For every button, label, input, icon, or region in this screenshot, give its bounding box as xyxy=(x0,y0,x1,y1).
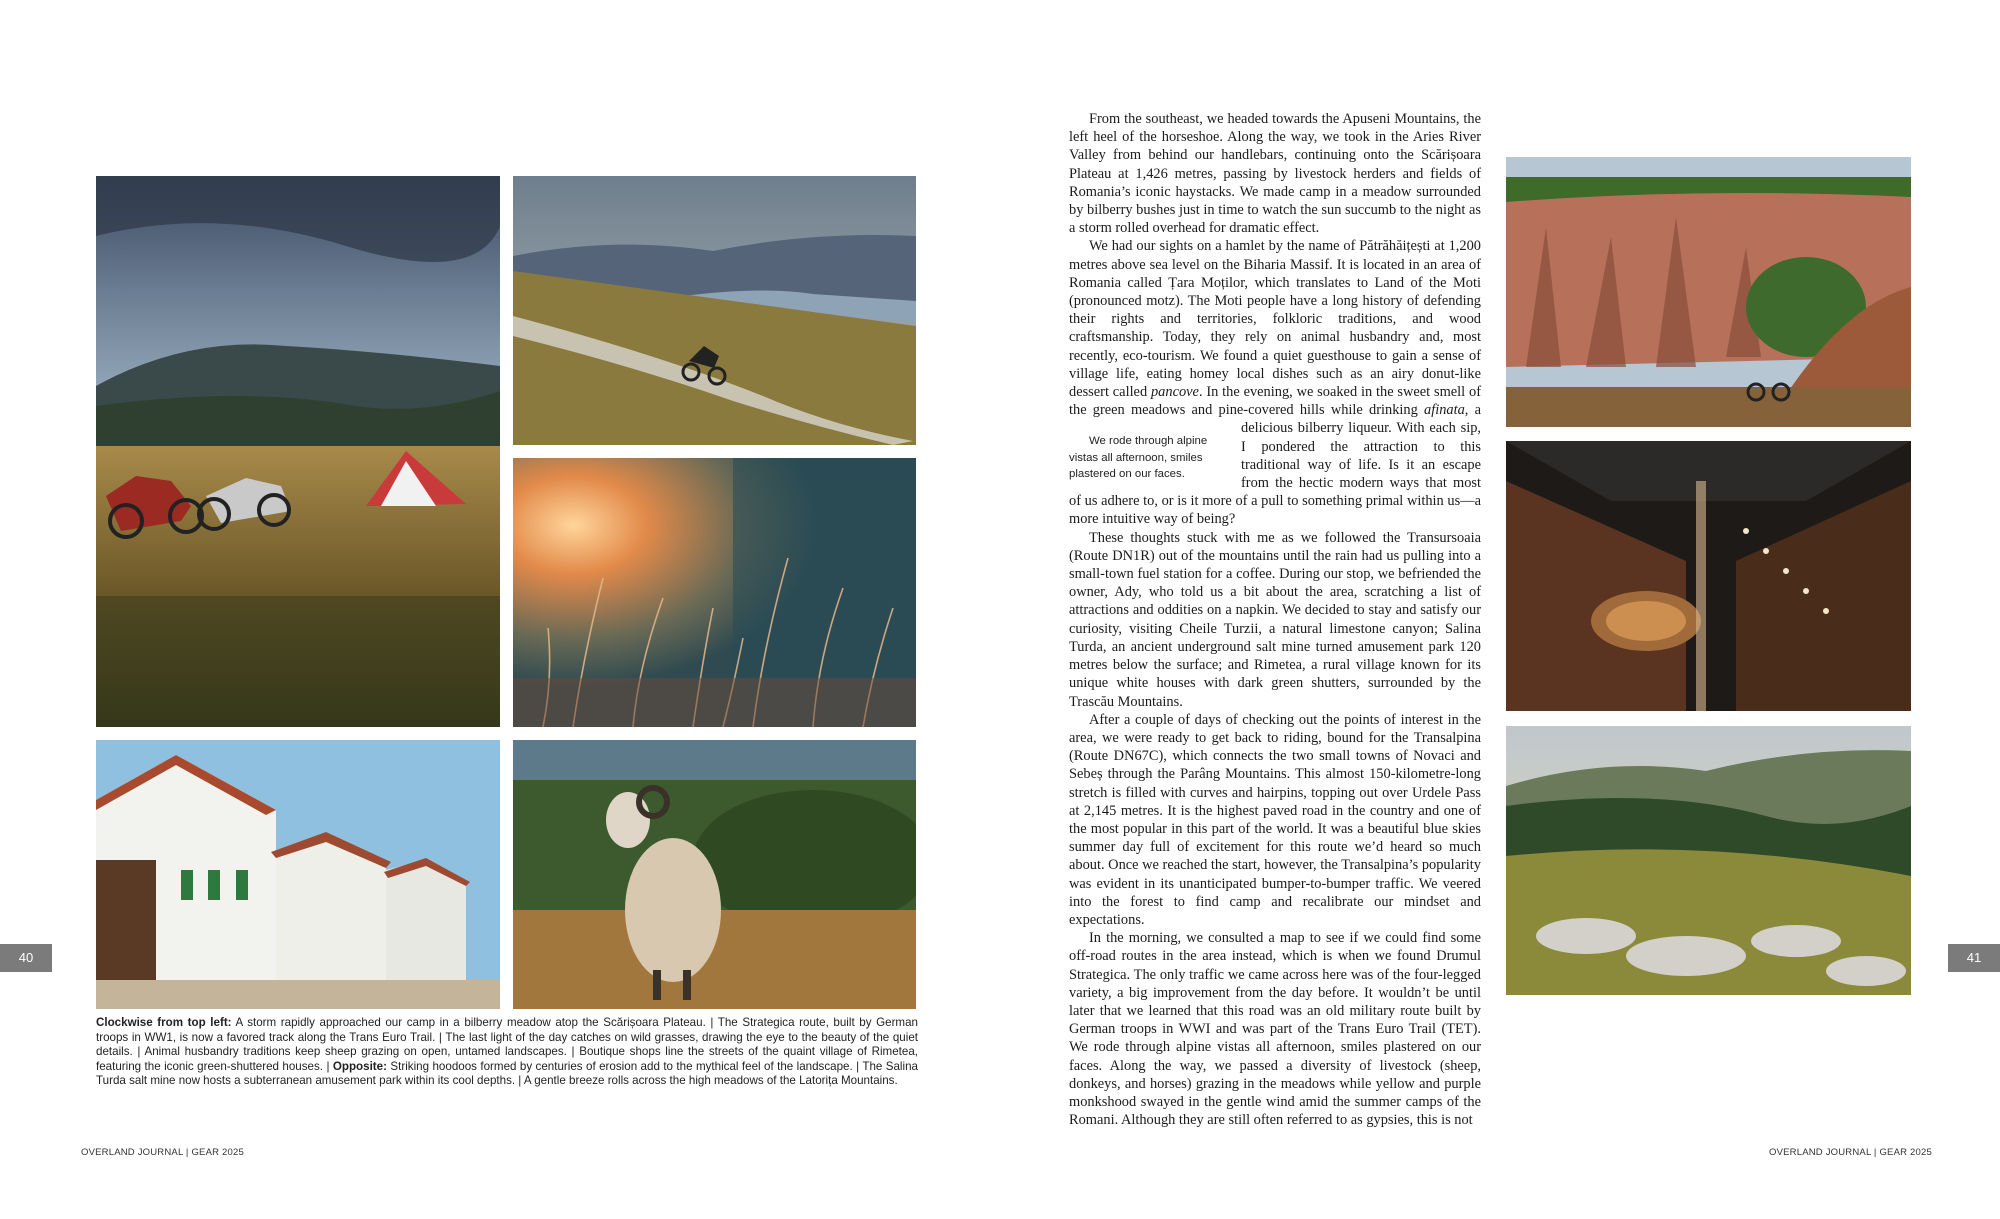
page-number-right: 41 xyxy=(1948,944,2000,972)
article-paragraph-4: After a couple of days of checking out the points of interest in the area, we were ready to get back to riding, bound for the Transalpina (Route DN67C), which connects the two small towns of Novaci and Sebeș through the Parâng Mountains. This almost 150-kilometre-long stretch is filled with curves and hairpins, topping out over Urdele Pass at 2,145 metres. It is the highest paved road in the country and one of the most popular in this part of the world. It was a beautiful blue skies summer day full of excitement for this route we’d heard so much about. Once we reached the start, however, the Transalpina’s popularity was evident in its unanticipated bumper-to-bumper traffic. We veered into the forest to find camp and recalibrate our mindset and expectations. xyxy=(1069,711,1481,928)
page-number-left: 40 xyxy=(0,944,52,972)
photo-caption xyxy=(96,1016,918,1089)
article-p2-part-b: . In the evening, we soaked in the sweet smell of the green meadows and pine-covered hills while drinking xyxy=(1069,384,1481,419)
article-paragraph-1: From the southeast, we headed towards the Apuseni Mountains, the left heel of the horseshoe. Along the way, we took in the Aries River Valley from behind our handlebars, continuing onto the Scărișoara Plateau at 1,426 metres, passing by livestock herders and fields of Romania’s iconic haystacks. We made camp in a meadow surrounded by bilberry bushes just in time to watch the sun succumb to the night as a storm rolled overhead for dramatic effect. xyxy=(1069,111,1481,237)
photo-strategica-road xyxy=(513,176,916,445)
article-body xyxy=(1069,110,1481,1129)
photo-salina-turda xyxy=(1506,441,1911,711)
footer-left: OVERLAND JOURNAL | GEAR 2025 xyxy=(81,1147,244,1158)
photo-camp-meadow xyxy=(96,176,500,727)
article-paragraph-5: In the morning, we consulted a map to see if we could find some off-road routes in the area instead, which is when we found Drumul Strategica. The only traffic we came across here was of the four-legged variety, a big improvement from the day before. It wouldn’t be until later that we learned that this road was an old military route built by German troops in WWI and was part of the Trans Euro Trail (TET). We rode through alpine vistas all afternoon, smiles plastered on our faces. Along the way, we passed a diversity of livestock (sheep, donkeys, and horses) grazing in the meadows while yellow and purple monkshood swayed in the gentle wind amid the summer camps of the Romani. Although they are still often referred to as gypsies, this is not xyxy=(1069,930,1481,1129)
article-p2-italic-1: pancove xyxy=(1150,384,1199,401)
photo-latorita-meadows xyxy=(1506,726,1911,995)
photo-wild-grasses xyxy=(513,458,916,727)
caption-lead: Clockwise from top left: xyxy=(96,1016,232,1029)
footer-right: OVERLAND JOURNAL | GEAR 2025 xyxy=(1769,1147,1932,1158)
article-p2-italic-2: afinata xyxy=(1424,402,1465,419)
caption-lead-opposite: Opposite: xyxy=(332,1059,387,1073)
photo-sheep xyxy=(513,740,916,1009)
photo-rimetea-village xyxy=(96,740,500,1009)
pull-quote: We rode through alpine vistas all afternoon, smiles plastered on our faces. xyxy=(1069,435,1208,480)
article-paragraph-2 xyxy=(1069,237,1481,528)
caption-text-2: Striking hoodoos formed by centuries of erosion add to the mythical feel of the landscape. | The Salina Turda salt mine now hosts a subterranean amusement park within its cool depths. | A gentle breeze rolls across the high meadows of the Latorița Mountains. xyxy=(96,1059,918,1088)
photo-hoodoos xyxy=(1506,157,1911,427)
article-p2-part-a: We had our sights on a hamlet by the name of Pătrăhăițești at 1,200 metres above sea level on the Biharia Massif. It is located in an area of Romania called Țara Moților, which translates to Land of the Moti (pronounced motz). The Moti people have a long history of defending their rights and territories, folkloric traditions, and wood craftsmanship. Today, they rely on animal husbandry and, most recently, eco-tourism. We found a quiet guesthouse to gain a sense of village life, eating homey local dishes such as an airy donut-like dessert called xyxy=(1069,238,1481,401)
article-p2-part-c: , a delicious bilberry liqueur. With each sip, I pondered the attraction to this traditional way of life. Is it an escape from the hectic modern ways that most of us adhere to, or is it more of a pull to something primal within us—a more intuitive way of being? xyxy=(1069,402,1481,528)
caption-text-1: A storm rapidly approached our camp in a bilberry meadow atop the Scărișoara Plateau. | The Strategica route, built by German troops in WW1, is now a favored track along the Trans Euro Trail. | The last light of the day catches on wild grasses, drawing the eye to the beauty of the quiet details. | Animal husbandry traditions keep sheep grazing on open, untamed landscapes. | Boutique shops line the streets of the quaint village of Rimetea, featuring the iconic green-shuttered houses. | xyxy=(96,1016,918,1073)
article-paragraph-3: These thoughts stuck with me as we followed the Transursoaia (Route DN1R) out of the mountains until the rain had us pulling into a small-town fuel station for a coffee. During our stop, we befriended the owner, Ady, who told us a bit about the area, scratching a list of attractions and oddities on a napkin. We decided to stay and satisfy our curiosity, visiting Cheile Turzii, a natural limestone canyon; Salina Turda, an ancient underground salt mine turned amusement park 120 metres below the surface; and Rimetea, a rural village known for its unique white houses with dark green shutters, surrounded by the Trascău Mountains. xyxy=(1069,529,1481,710)
